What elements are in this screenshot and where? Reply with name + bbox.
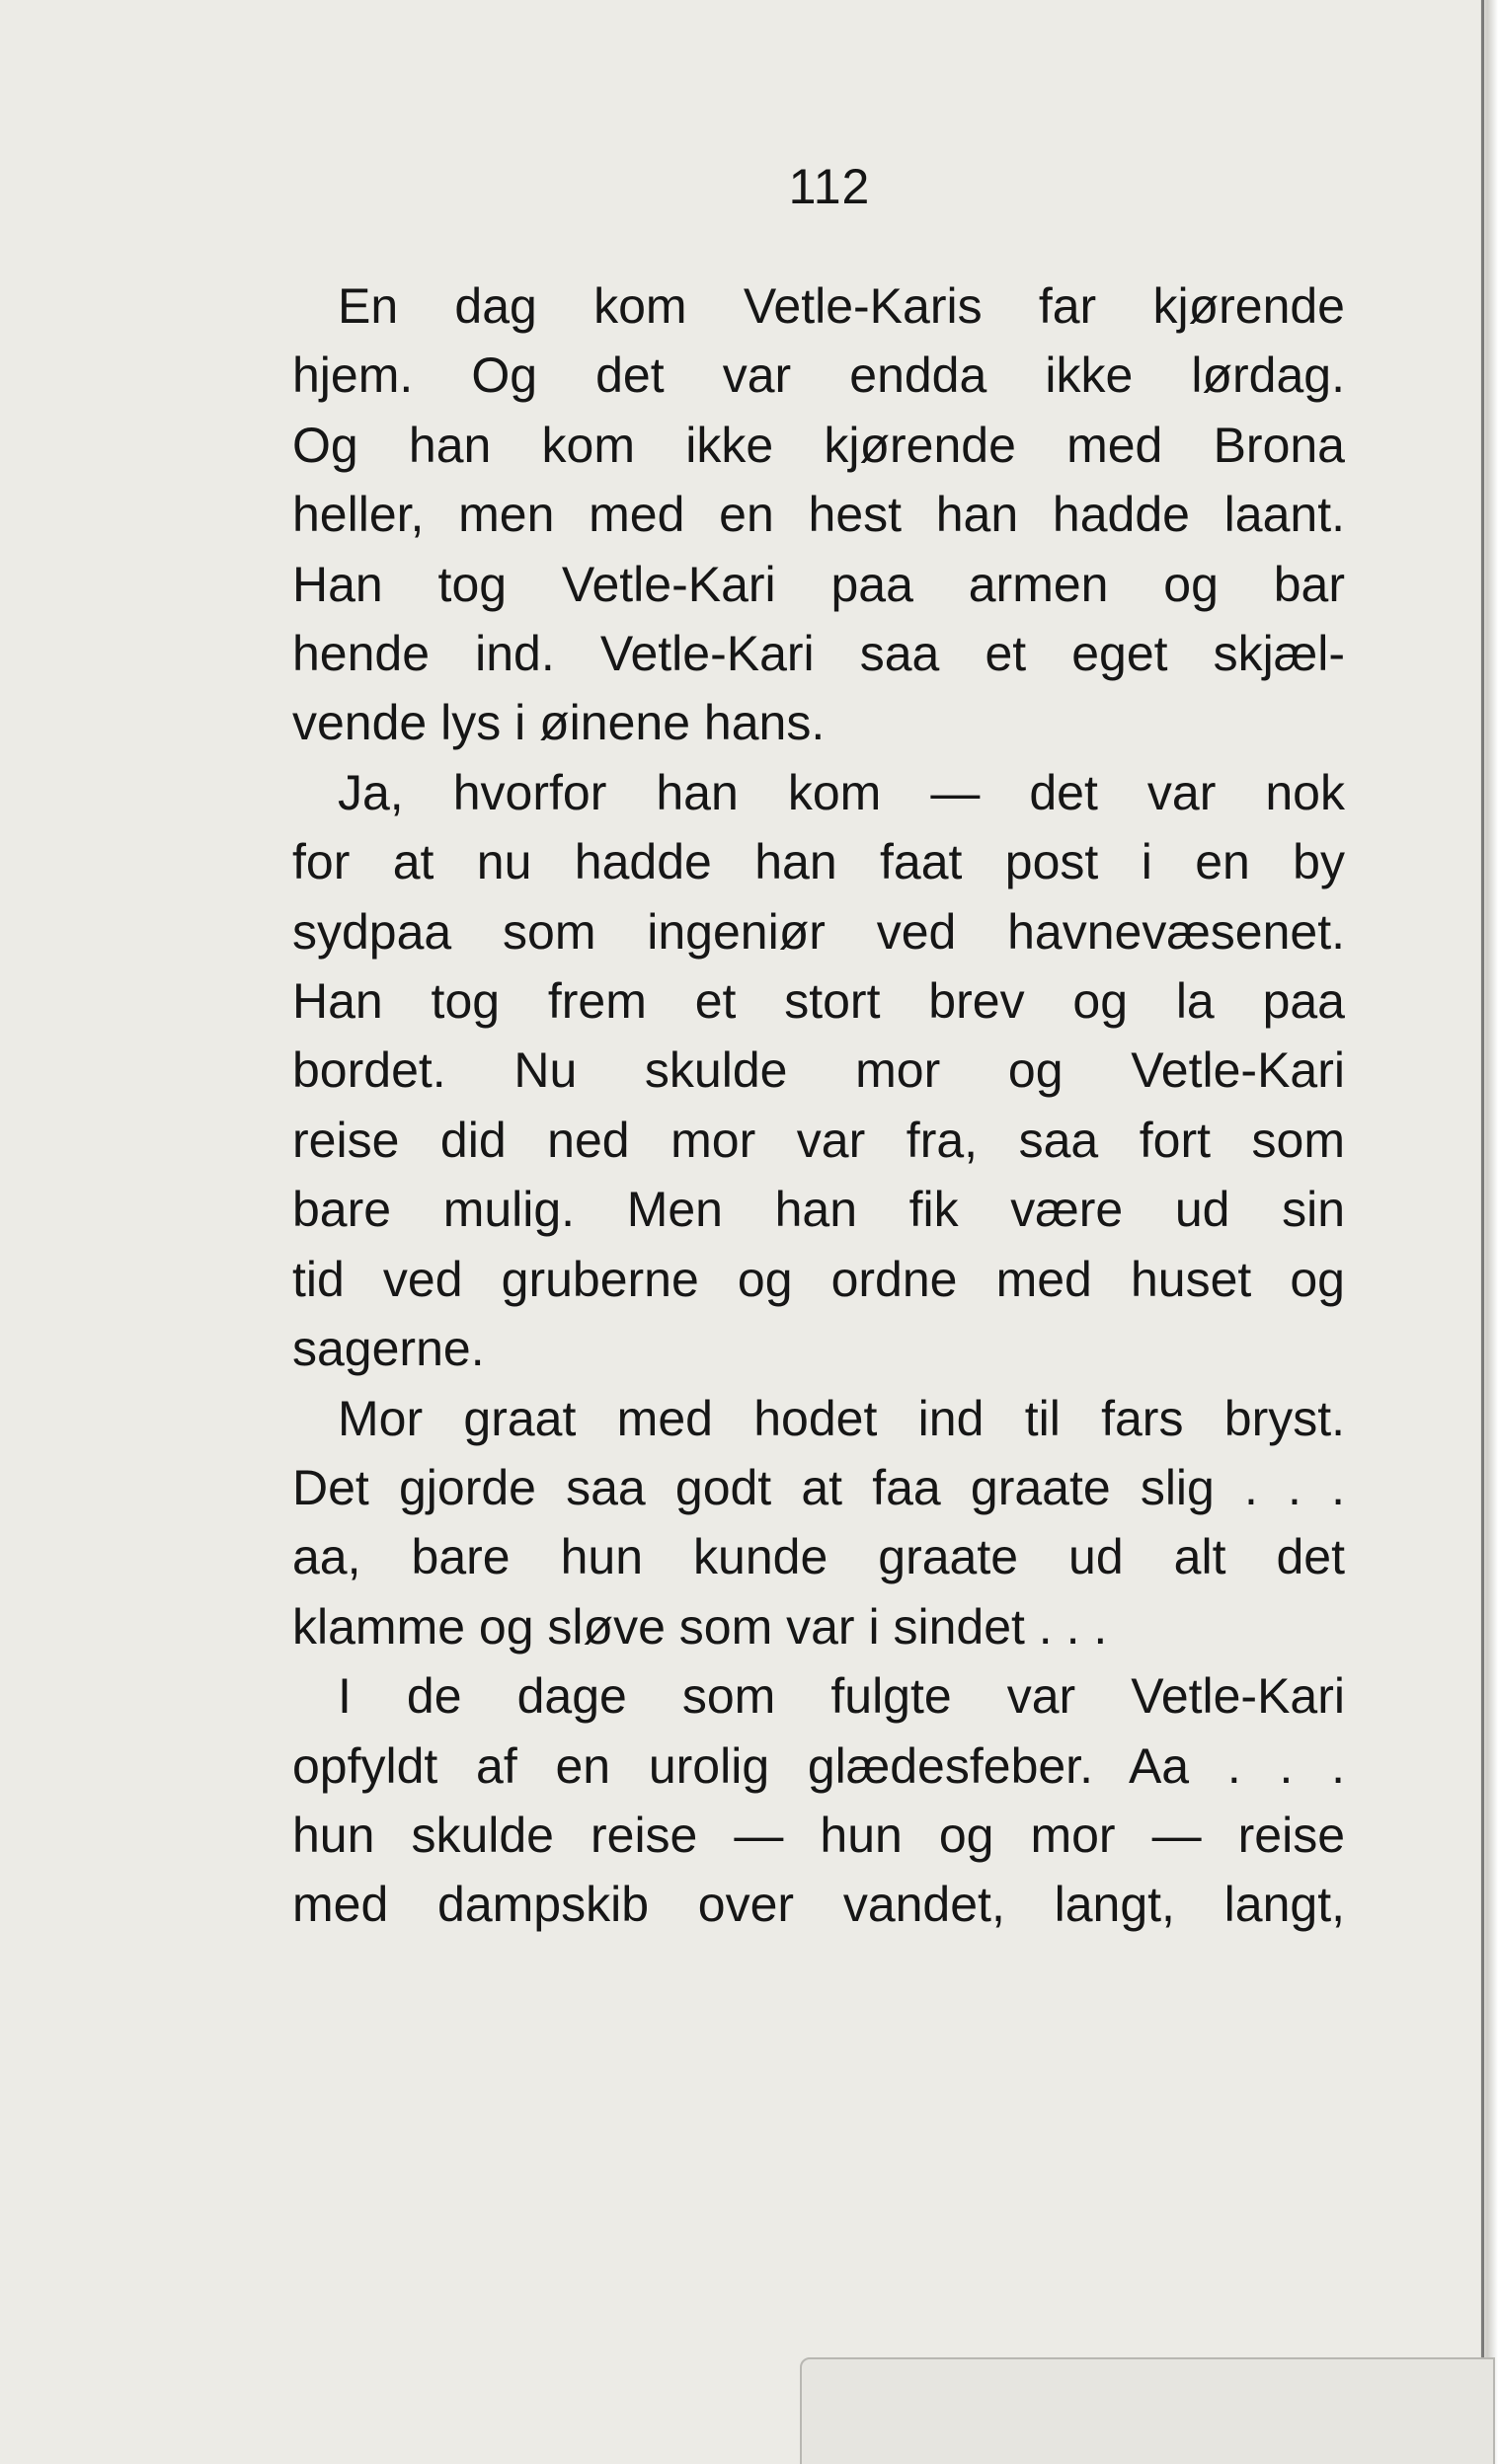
text-line: Det gjorde saa godt at faa graate slig . . . <box>292 1459 1345 1515</box>
page-edge-rule <box>1481 0 1484 2464</box>
text-line: opfyldt af en urolig glædesfeber. Aa . . . <box>292 1737 1345 1794</box>
bottom-corner-tab <box>800 2357 1495 2464</box>
text-line: hun skulde reise — hun og mor — reise <box>292 1807 1345 1863</box>
text-line: med dampskib over vandet, langt, langt, <box>292 1877 1345 1933</box>
text-line: bare mulig. Men han fik være ud sin <box>292 1182 1345 1238</box>
text-line: En dag kom Vetle-Karis far kjørende <box>338 278 1345 334</box>
text-line: tid ved gruberne og ordne med huset og <box>292 1251 1345 1307</box>
text-line: aa, bare hun kunde graate ud alt det <box>292 1529 1345 1585</box>
page-number: 112 <box>788 159 871 214</box>
text-line: heller, men med en hest han hadde laant. <box>292 487 1345 543</box>
text-line: vende lys i øinene hans. <box>292 695 826 751</box>
text-line: hjem. Og det var endda ikke lørdag. <box>292 347 1345 404</box>
text-line: Han tog frem et stort brev og la paa <box>292 973 1345 1030</box>
text-line: I de dage som fulgte var Vetle-Kari <box>338 1668 1345 1725</box>
text-line: hende ind. Vetle-Kari saa et eget skjæl- <box>292 626 1345 682</box>
text-line: for at nu hadde han faat post i en by <box>292 834 1345 890</box>
text-line: sydpaa som ingeniør ved havnevæsenet. <box>292 903 1345 960</box>
body-text <box>292 271 1345 1940</box>
text-line: Han tog Vetle-Kari paa armen og bar <box>292 556 1345 612</box>
text-line: bordet. Nu skulde mor og Vetle-Kari <box>292 1042 1345 1099</box>
text-line: klamme og sløve som var i sindet . . . <box>292 1598 1108 1655</box>
text-line: Og han kom ikke kjørende med Brona <box>292 417 1345 473</box>
text-line: Mor graat med hodet ind til fars bryst. <box>338 1390 1345 1446</box>
text-line: sagerne. <box>292 1321 485 1377</box>
text-line: reise did ned mor var fra, saa fort som <box>292 1112 1345 1168</box>
text-line: Ja, hvorfor han kom — det var nok <box>338 764 1345 820</box>
